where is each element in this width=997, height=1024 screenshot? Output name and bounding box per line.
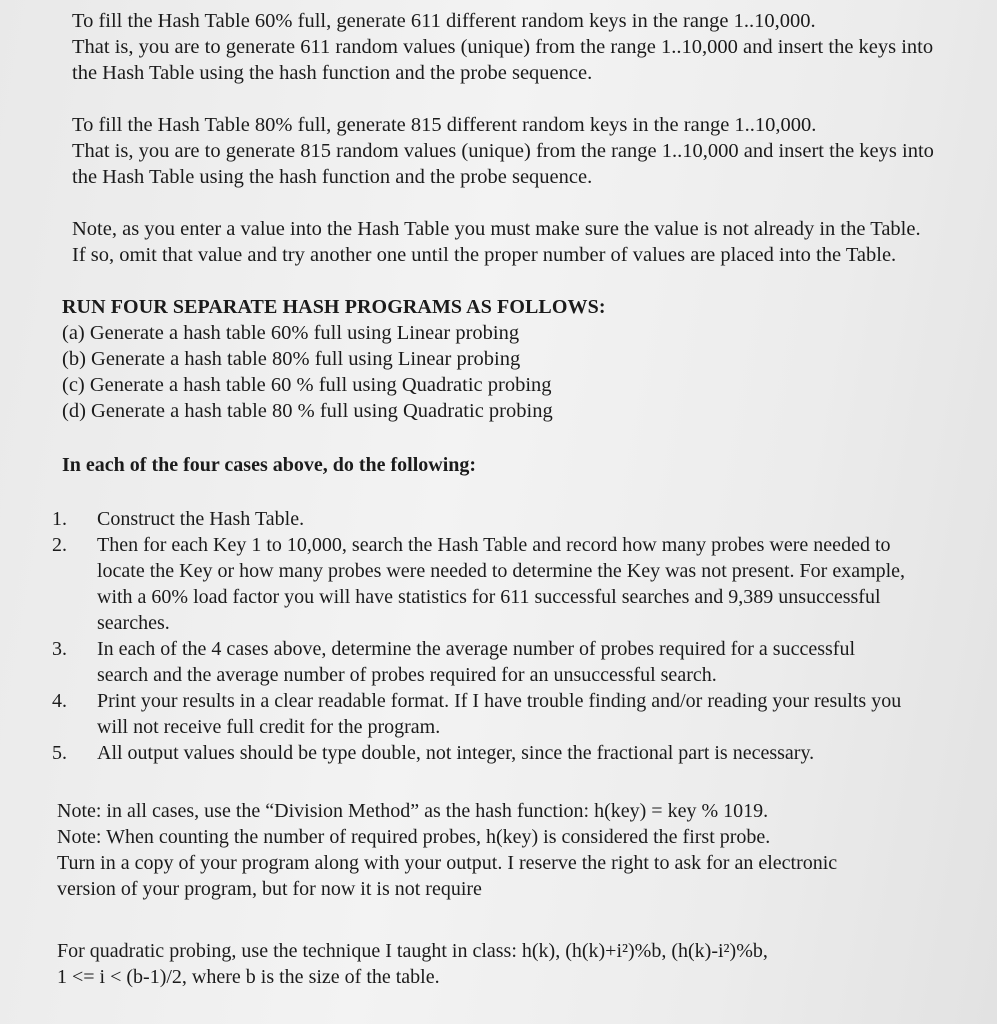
step-number: 5. xyxy=(52,742,67,764)
text-line: To fill the Hash Table 60% full, generate 611 different random keys in the range 1..10,000. xyxy=(72,10,816,32)
program-option-b: (b) Generate a hash table 80% full using Linear probing xyxy=(62,348,521,370)
list-item xyxy=(52,506,992,532)
list-item xyxy=(52,532,992,636)
hash-function-notes xyxy=(57,798,987,902)
cases-heading-text: In each of the four cases above, do the following: xyxy=(62,454,477,476)
text-line: version of your program, but for now it is not require xyxy=(57,878,482,900)
program-option-d: (d) Generate a hash table 80 % full using Quadratic probing xyxy=(62,400,553,422)
text-line: Note: in all cases, use the “Division Method” as the hash function: h(key) = key % 1019. xyxy=(57,800,769,822)
paragraph-80-percent xyxy=(72,112,987,190)
text-line: the Hash Table using the hash function and the probe sequence. xyxy=(72,62,593,84)
step-text: In each of the 4 cases above, determine the average number of probes required for a successful xyxy=(97,638,855,660)
quadratic-probing-note xyxy=(57,938,987,990)
step-text: Construct the Hash Table. xyxy=(97,508,305,530)
list-item xyxy=(52,740,992,766)
text-line: the Hash Table using the hash function and the probe sequence. xyxy=(72,166,593,188)
text-line: That is, you are to generate 815 random values (unique) from the range 1..10,000 and insert the keys into xyxy=(72,140,934,162)
programs-heading: RUN FOUR SEPARATE HASH PROGRAMS AS FOLLOWS: xyxy=(62,296,606,318)
step-text: searches. xyxy=(97,612,170,634)
step-text: will not receive full credit for the program. xyxy=(97,716,441,738)
text-line: For quadratic probing, use the technique I taught in class: h(k), (h(k)+i²)%b, (h(k)-i²)%b, xyxy=(57,940,768,962)
programs-section xyxy=(62,294,977,424)
step-number: 3. xyxy=(52,638,67,660)
paragraph-uniqueness-note xyxy=(72,216,987,268)
step-number: 2. xyxy=(52,534,67,556)
step-text: All output values should be type double, not integer, since the fractional part is necessary. xyxy=(97,742,815,764)
text-line: Note: When counting the number of required probes, h(key) is considered the first probe. xyxy=(57,826,771,848)
steps-list xyxy=(52,506,992,766)
text-line: To fill the Hash Table 80% full, generate 815 different random keys in the range 1..10,000. xyxy=(72,114,817,136)
text-line: 1 <= i < (b-1)/2, where b is the size of the table. xyxy=(57,966,440,988)
step-text: Then for each Key 1 to 10,000, search the Hash Table and record how many probes were needed to xyxy=(97,534,891,556)
text-line: Turn in a copy of your program along with your output. I reserve the right to ask for an electronic xyxy=(57,852,838,874)
list-item xyxy=(52,636,992,688)
step-text: locate the Key or how many probes were needed to determine the Key was not present. For example, xyxy=(97,560,906,582)
list-item xyxy=(52,688,992,740)
step-text: with a 60% load factor you will have statistics for 611 successful searches and 9,389 unsuccessful xyxy=(97,586,881,608)
text-line: That is, you are to generate 611 random values (unique) from the range 1..10,000 and insert the keys into xyxy=(72,36,934,58)
step-text: search and the average number of probes required for an unsuccessful search. xyxy=(97,664,717,686)
step-number: 4. xyxy=(52,690,67,712)
text-line: Note, as you enter a value into the Hash Table you must make sure the value is not already in the Table. xyxy=(72,218,921,240)
step-number: 1. xyxy=(52,508,67,530)
program-option-c: (c) Generate a hash table 60 % full using Quadratic probing xyxy=(62,374,552,396)
paragraph-60-percent xyxy=(72,8,987,86)
program-option-a: (a) Generate a hash table 60% full using Linear probing xyxy=(62,322,520,344)
cases-heading xyxy=(62,452,977,478)
text-line: If so, omit that value and try another one until the proper number of values are placed into the Table. xyxy=(72,244,897,266)
step-text: Print your results in a clear readable format. If I have trouble finding and/or reading your results you xyxy=(97,690,902,712)
